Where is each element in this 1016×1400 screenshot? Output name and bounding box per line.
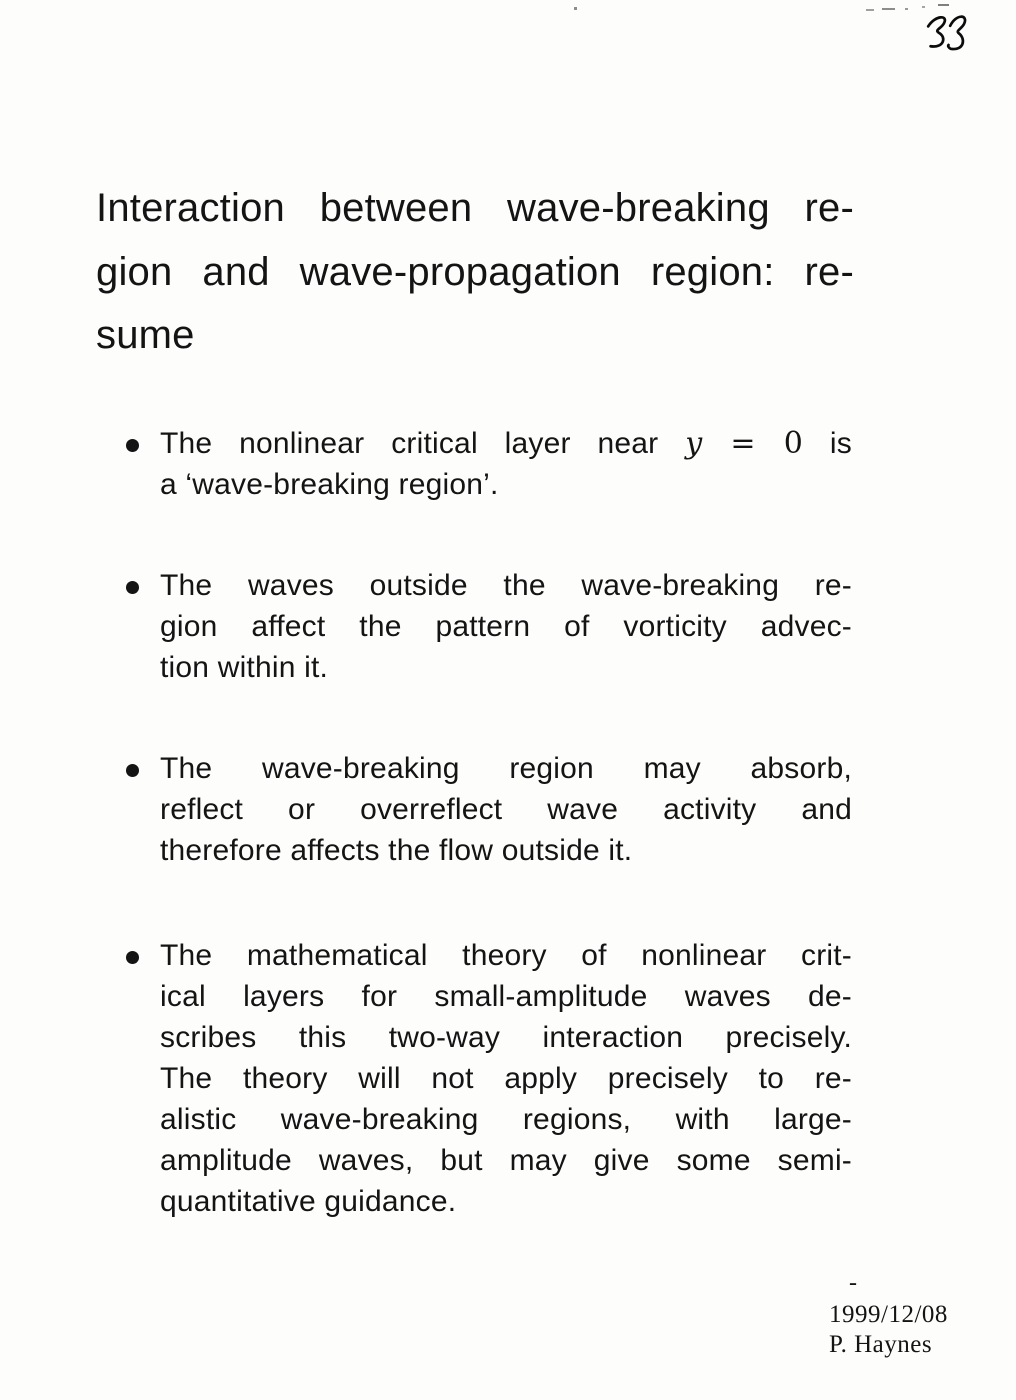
footer-dash-mark: -: [849, 1270, 857, 1296]
bullet-line: ical layers for small-amplitude waves de-: [160, 980, 852, 1013]
footer: [829, 1300, 948, 1360]
page-title: [96, 177, 854, 368]
title-line: gion and wave-propagation region: re-: [96, 249, 854, 294]
bullet-item: [160, 935, 852, 1222]
bullet-line: The wave-breaking region may absorb,: [160, 752, 852, 785]
bullet-line: quantitative guidance.: [160, 1185, 457, 1218]
bullet-text: The nonlinear critical layer near: [160, 427, 686, 460]
bullet-item: [160, 423, 852, 505]
bullet-line: alistic wave-breaking regions, with large-: [160, 1103, 852, 1136]
scan-artifact: [574, 7, 577, 10]
bullet-line: reflect or overreflect wave activity and: [160, 793, 852, 826]
bullet-item: [160, 565, 852, 688]
scan-artifact: [938, 4, 949, 6]
footer-author: P. Haynes: [829, 1331, 933, 1358]
bullet-marker: [126, 951, 139, 964]
bullet-line: The mathematical theory of nonlinear crit-: [160, 939, 852, 972]
scan-artifact: [882, 8, 895, 10]
bullet-marker: [126, 439, 139, 452]
title-line: Interaction between wave-breaking re-: [96, 186, 854, 230]
bullet-line: The waves outside the wave-breaking re-: [160, 569, 852, 602]
footer-date: 1999/12/08: [829, 1301, 948, 1328]
bullet-line: amplitude waves, but may give some semi-: [160, 1144, 852, 1177]
bullet-marker: [126, 581, 139, 594]
bullet-line: gion affect the pattern of vorticity advec-: [160, 610, 852, 643]
bullet-line: tion within it.: [160, 651, 329, 684]
bullet-item: [160, 748, 852, 871]
bullet-line: [160, 423, 852, 464]
bullet-line: scribes this two-way interaction precisely.: [160, 1021, 852, 1054]
scan-artifact: [866, 9, 874, 11]
bullet-line: therefore affects the flow outside it.: [160, 834, 633, 867]
math-variable-y: y: [685, 426, 703, 461]
bullet-text: is: [803, 427, 853, 460]
bullet-line: The theory will not apply precisely to re-: [160, 1062, 852, 1095]
title-line: sume: [96, 313, 195, 357]
scan-artifact: [905, 8, 908, 10]
scan-artifact: [922, 6, 925, 8]
bullet-line: a ‘wave-breaking region’.: [160, 468, 499, 501]
bullet-marker: [126, 764, 139, 777]
math-equation: = 0: [702, 426, 804, 461]
handwritten-page-number: [922, 10, 973, 64]
